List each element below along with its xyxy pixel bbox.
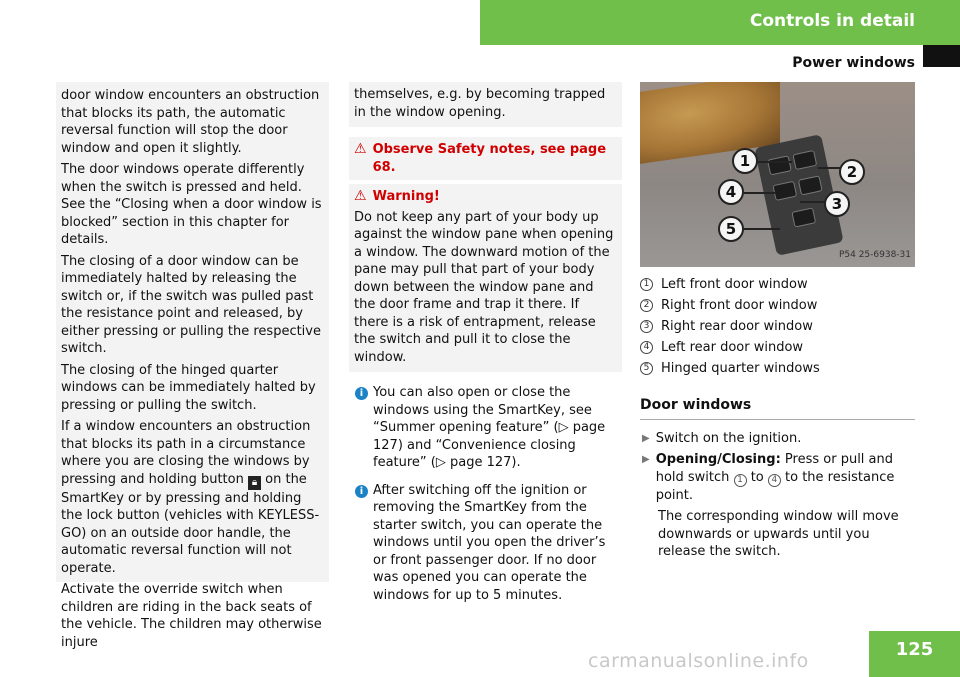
step — [642, 451, 915, 504]
continued-text: themselves, e.g. by becoming trapped in the window opening. — [349, 82, 622, 127]
callout-line — [758, 161, 792, 163]
callout-line — [818, 167, 840, 169]
legend-label: Left rear door window — [661, 339, 804, 355]
window-switch-photo — [640, 82, 915, 267]
paragraph: Activate the override switch when children are riding in the back seats of the vehicle. The children may otherwise injure — [61, 582, 322, 650]
safety-note — [349, 137, 622, 180]
callout-1: 1 — [732, 148, 758, 174]
callout-5: 5 — [718, 216, 744, 242]
legend-item — [640, 337, 915, 358]
callout-line — [744, 192, 776, 194]
legend-label: Hinged quarter windows — [661, 360, 820, 376]
info-note — [349, 482, 622, 605]
legend-item — [640, 295, 915, 316]
step-text-part: Press or pull and hold switch — [655, 452, 894, 485]
chapter-header-bar — [480, 0, 960, 45]
paragraph: The door windows operate differently when the switch is pressed and held. See the “Closing when a door window is blocked” section in this chapter for details. — [61, 162, 322, 247]
paragraph: The closing of the hinged quarter windows can be immediately halted by pressing or pulling the switch. — [61, 362, 316, 413]
legend-item — [640, 358, 915, 379]
paragraph — [61, 418, 324, 577]
step-arrow-icon: ▶︎ — [642, 432, 650, 444]
safety-note-text: Observe Safety notes, see page 68. — [372, 142, 607, 175]
paragraph-part: If a window encounters an obstruction that blocks its path in a circumstance where you are closing the windows by pressing and holding button — [61, 419, 311, 487]
legend-number: 1 — [640, 278, 653, 291]
warning-text: Do not keep any part of your body up against the window pane when opening a window. The downward motion of the pane may pull that part of your body down between the window pane and the door frame and trap it there. If there is a risk of entrapment, release the switch and pull it to close the window. — [354, 209, 614, 365]
callout-line — [800, 201, 826, 203]
legend-item — [640, 274, 915, 295]
step-text — [656, 451, 915, 504]
paragraph: The closing of a door window can be immediately halted by releasing the switch or, if the switch was pulled past the resistance point and released, by either pressing or pulling the respective switch. — [61, 253, 321, 356]
window-switch — [772, 181, 797, 201]
step-arrow-icon: ▶︎ — [642, 454, 650, 465]
step-label: Opening/Closing: — [655, 452, 781, 467]
step-text: Switch on the ignition. — [655, 430, 802, 446]
legend-label: Right rear door window — [661, 318, 813, 334]
window-switch — [798, 175, 823, 195]
info-note — [349, 384, 622, 472]
switch-number: 4 — [768, 474, 781, 487]
legend-label: Left front door window — [661, 276, 808, 292]
switch-number: 1 — [734, 474, 747, 487]
info-text: You can also open or close the windows using the SmartKey, see “Summer opening feature” (▷ page 127) and “Convenience closing feature” (▷ page 127). — [373, 385, 606, 470]
page-number: 125 — [869, 631, 960, 677]
warning-triangle-icon: ⚠︎ — [354, 188, 367, 204]
lock-icon: 🔒︎ — [248, 476, 261, 490]
callout-3: 3 — [824, 191, 850, 217]
section-tab-marker — [923, 45, 960, 67]
legend-number: 4 — [640, 341, 653, 354]
info-icon: i — [355, 485, 368, 498]
paragraph-part: on the SmartKey or by pressing and holding the lock button (vehicles with KEYLESS-GO) on an outside door handle, the automatic reversal function will not operate. — [61, 471, 320, 576]
paragraph: door window encounters an obstruction that blocks its path, the automatic reversal function will stop the door window and open it slightly. — [61, 88, 320, 156]
legend-number: 3 — [640, 320, 653, 333]
step-text-part: to — [750, 469, 764, 485]
step-continuation: The corresponding window will move downwards or upwards until you release the switch. — [658, 509, 899, 559]
section-heading: Door windows — [640, 397, 915, 420]
callout-4: 4 — [718, 179, 744, 205]
warning-box — [349, 184, 622, 372]
window-switch — [792, 150, 817, 170]
info-text: After switching off the ignition or removing the SmartKey from the starter switch, you can operate the windows until you open the driver’s or front passenger door. If no door was opened you can operate the windows for up to 5 minutes. — [373, 482, 606, 603]
column-continued-text — [56, 82, 329, 650]
watermark: carmanualsonline.info — [588, 650, 809, 672]
step-text-part: to the resistance point. — [655, 469, 895, 503]
column-door-windows — [640, 82, 915, 561]
column-warnings — [349, 82, 622, 614]
legend-number: 2 — [640, 299, 653, 312]
chapter-title: Controls in detail — [749, 11, 915, 31]
warning-triangle-icon: ⚠︎ — [354, 141, 367, 157]
callout-line — [744, 228, 780, 230]
legend-number: 5 — [640, 362, 653, 375]
section-title: Power windows — [792, 55, 915, 71]
legend-item — [640, 316, 915, 337]
step — [642, 430, 915, 448]
info-icon: i — [355, 387, 368, 400]
legend-label: Right front door window — [661, 297, 818, 313]
image-code: P54 25-6938-31 — [838, 249, 911, 260]
callout-2: 2 — [839, 159, 865, 185]
legend — [640, 274, 915, 379]
window-switch — [767, 155, 792, 175]
window-switch — [791, 207, 816, 227]
steps — [640, 430, 915, 561]
warning-title: Warning! — [372, 189, 440, 204]
